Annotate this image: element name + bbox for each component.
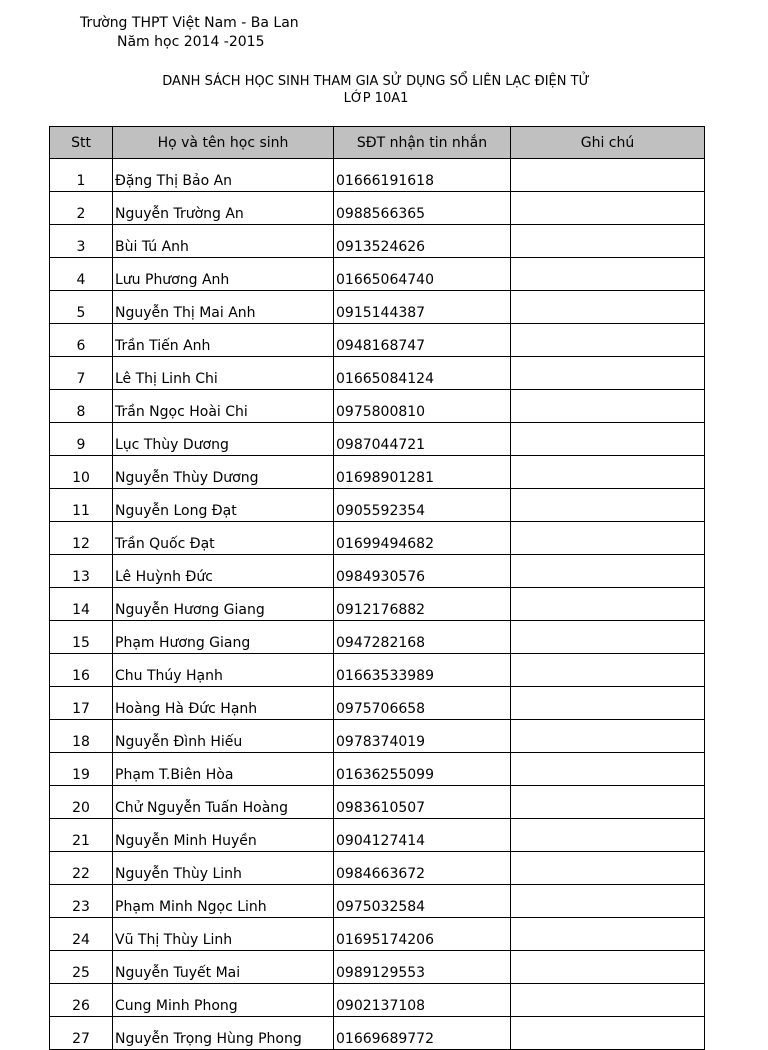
cell-stt: 14 (50, 588, 113, 621)
cell-note (511, 753, 705, 786)
cell-phone: 01669689772 (334, 1017, 511, 1050)
cell-phone: 0984930576 (334, 555, 511, 588)
cell-stt: 19 (50, 753, 113, 786)
table-row (50, 588, 705, 621)
cell-note (511, 192, 705, 225)
table-row (50, 885, 705, 918)
cell-phone: 0912176882 (334, 588, 511, 621)
cell-student-name: Đặng Thị Bảo An (113, 159, 334, 192)
table-row (50, 324, 705, 357)
cell-student-name: Nguyễn Tuyết Mai (113, 951, 334, 984)
cell-stt: 5 (50, 291, 113, 324)
table-row (50, 291, 705, 324)
cell-note (511, 588, 705, 621)
cell-stt: 3 (50, 225, 113, 258)
cell-student-name: Nguyễn Thùy Linh (113, 852, 334, 885)
column-header-note: Ghi chú (511, 127, 705, 159)
cell-phone: 01665084124 (334, 357, 511, 390)
cell-note (511, 390, 705, 423)
cell-student-name: Trần Ngọc Hoài Chi (113, 390, 334, 423)
class-title: LỚP 10A1 (343, 91, 409, 106)
table-row (50, 984, 705, 1017)
cell-student-name: Chử Nguyễn Tuấn Hoàng (113, 786, 334, 819)
cell-phone: 01663533989 (334, 654, 511, 687)
student-table (49, 126, 705, 1050)
cell-stt: 13 (50, 555, 113, 588)
cell-phone: 0975032584 (334, 885, 511, 918)
cell-note (511, 720, 705, 753)
school-year: Năm học 2014 -2015 (117, 34, 265, 50)
cell-stt: 15 (50, 621, 113, 654)
table-header-row (50, 127, 705, 159)
cell-stt: 25 (50, 951, 113, 984)
cell-note (511, 1017, 705, 1050)
cell-note (511, 423, 705, 456)
cell-phone: 0947282168 (334, 621, 511, 654)
table-row (50, 258, 705, 291)
cell-phone: 0988566365 (334, 192, 511, 225)
table-row (50, 555, 705, 588)
cell-student-name: Chu Thúy Hạnh (113, 654, 334, 687)
cell-stt: 24 (50, 918, 113, 951)
cell-note (511, 291, 705, 324)
cell-phone: 0987044721 (334, 423, 511, 456)
table-row (50, 225, 705, 258)
cell-note (511, 555, 705, 588)
cell-stt: 22 (50, 852, 113, 885)
table-row (50, 753, 705, 786)
cell-student-name: Trần Tiến Anh (113, 324, 334, 357)
cell-phone: 0905592354 (334, 489, 511, 522)
cell-student-name: Trần Quốc Đạt (113, 522, 334, 555)
cell-stt: 21 (50, 819, 113, 852)
column-header-name: Họ và tên học sinh (113, 127, 334, 159)
cell-note (511, 324, 705, 357)
cell-student-name: Nguyễn Trọng Hùng Phong (113, 1017, 334, 1050)
column-header-stt: Stt (50, 127, 113, 159)
cell-note (511, 918, 705, 951)
cell-phone: 0904127414 (334, 819, 511, 852)
cell-phone: 01665064740 (334, 258, 511, 291)
table-row (50, 159, 705, 192)
cell-phone: 0983610507 (334, 786, 511, 819)
cell-student-name: Cung Minh Phong (113, 984, 334, 1017)
table-row (50, 654, 705, 687)
cell-note (511, 357, 705, 390)
cell-phone: 0984663672 (334, 852, 511, 885)
cell-student-name: Nguyễn Thị Mai Anh (113, 291, 334, 324)
cell-student-name: Nguyễn Hương Giang (113, 588, 334, 621)
table-row (50, 720, 705, 753)
cell-student-name: Hoàng Hà Đức Hạnh (113, 687, 334, 720)
cell-student-name: Vũ Thị Thùy Linh (113, 918, 334, 951)
cell-stt: 6 (50, 324, 113, 357)
cell-student-name: Lê Thị Linh Chi (113, 357, 334, 390)
cell-student-name: Lục Thùy Dương (113, 423, 334, 456)
table-row (50, 522, 705, 555)
cell-student-name: Nguyễn Long Đạt (113, 489, 334, 522)
cell-phone: 0902137108 (334, 984, 511, 1017)
cell-note (511, 159, 705, 192)
cell-note (511, 456, 705, 489)
table-row (50, 951, 705, 984)
school-header (80, 14, 340, 52)
cell-note (511, 951, 705, 984)
table-row (50, 390, 705, 423)
cell-stt: 7 (50, 357, 113, 390)
cell-student-name: Nguyễn Thùy Dương (113, 456, 334, 489)
cell-stt: 20 (50, 786, 113, 819)
cell-phone: 0948168747 (334, 324, 511, 357)
cell-student-name: Nguyễn Minh Huyền (113, 819, 334, 852)
cell-phone: 0975706658 (334, 687, 511, 720)
table-body (50, 159, 705, 1050)
table-row (50, 918, 705, 951)
table-row (50, 489, 705, 522)
table-row (50, 423, 705, 456)
table-row (50, 357, 705, 390)
cell-student-name: Phạm Minh Ngọc Linh (113, 885, 334, 918)
cell-stt: 26 (50, 984, 113, 1017)
cell-stt: 8 (50, 390, 113, 423)
cell-student-name: Phạm Hương Giang (113, 621, 334, 654)
table-row (50, 456, 705, 489)
cell-note (511, 687, 705, 720)
cell-phone: 01636255099 (334, 753, 511, 786)
cell-stt: 23 (50, 885, 113, 918)
cell-stt: 1 (50, 159, 113, 192)
school-name: Trường THPT Việt Nam - Ba Lan (80, 15, 299, 31)
cell-phone: 0913524626 (334, 225, 511, 258)
cell-student-name: Lưu Phương Anh (113, 258, 334, 291)
table-row (50, 852, 705, 885)
cell-phone: 01698901281 (334, 456, 511, 489)
cell-note (511, 885, 705, 918)
cell-stt: 4 (50, 258, 113, 291)
cell-phone: 0915144387 (334, 291, 511, 324)
cell-note (511, 819, 705, 852)
cell-student-name: Lê Huỳnh Đức (113, 555, 334, 588)
cell-note (511, 225, 705, 258)
cell-student-name: Nguyễn Trường An (113, 192, 334, 225)
cell-student-name: Nguyễn Đình Hiếu (113, 720, 334, 753)
cell-note (511, 522, 705, 555)
cell-phone: 01699494682 (334, 522, 511, 555)
table-row (50, 687, 705, 720)
list-title: DANH SÁCH HỌC SINH THAM GIA SỬ DỤNG SỔ LIÊN LẠC ĐIỆN TỬ (162, 74, 590, 89)
table-row (50, 819, 705, 852)
cell-stt: 17 (50, 687, 113, 720)
cell-phone: 0978374019 (334, 720, 511, 753)
cell-stt: 27 (50, 1017, 113, 1050)
cell-stt: 11 (50, 489, 113, 522)
cell-phone: 01695174206 (334, 918, 511, 951)
table-row (50, 621, 705, 654)
cell-note (511, 489, 705, 522)
table-row (50, 1017, 705, 1050)
cell-note (511, 852, 705, 885)
cell-phone: 01666191618 (334, 159, 511, 192)
column-header-phone: SĐT nhận tin nhắn (334, 127, 511, 159)
cell-note (511, 654, 705, 687)
table-row (50, 192, 705, 225)
cell-note (511, 258, 705, 291)
cell-student-name: Bùi Tú Anh (113, 225, 334, 258)
cell-phone: 0989129553 (334, 951, 511, 984)
cell-stt: 12 (50, 522, 113, 555)
cell-student-name: Phạm T.Biên Hòa (113, 753, 334, 786)
cell-stt: 2 (50, 192, 113, 225)
cell-note (511, 621, 705, 654)
document-title (0, 73, 752, 107)
cell-phone: 0975800810 (334, 390, 511, 423)
cell-note (511, 984, 705, 1017)
cell-stt: 10 (50, 456, 113, 489)
cell-stt: 16 (50, 654, 113, 687)
cell-note (511, 786, 705, 819)
table-row (50, 786, 705, 819)
cell-stt: 9 (50, 423, 113, 456)
cell-stt: 18 (50, 720, 113, 753)
